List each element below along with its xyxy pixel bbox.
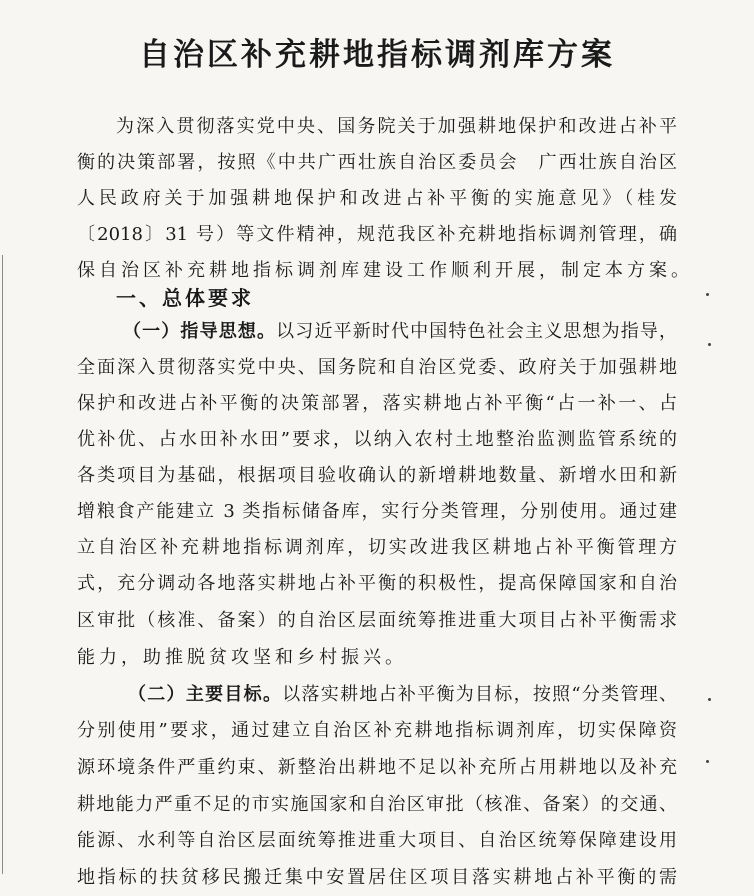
- text-line: 分别使用”要求，通过建立自治区补充耕地指标调剂库，切实保障资: [77, 720, 677, 741]
- text-line: [128, 677, 677, 713]
- text-line: 人民政府关于加强耕地保护和改进占补平衡的实施意见》（桂发: [77, 188, 677, 209]
- section-heading: 一、总体要求: [116, 286, 254, 310]
- text-span: 以习近平新时代中国特色社会主义思想为指导，: [276, 321, 678, 342]
- text-span: 以落实耕地占补平衡为目标，按照“分类管理、: [282, 684, 678, 705]
- scan-speck: [706, 760, 709, 763]
- text-line: 各类项目为基础，根据项目验收确认的新增耕地数量、新增水田和新: [77, 465, 677, 486]
- text-line: 保自治区补充耕地指标调剂库建设工作顺利开展，制定本方案。: [77, 260, 693, 281]
- text-line: 能源、水利等自治区层面统筹推进重大项目、自治区统筹保障建设用: [77, 830, 677, 851]
- text-line: 式，充分调动各地落实耕地占补平衡的积极性，提高保障国家和自治: [77, 573, 677, 594]
- scan-speck: [706, 293, 709, 296]
- text-line: 区审批（核准、备案）的自治区层面统筹推进重大项目占补平衡需求: [77, 610, 677, 631]
- text-line: 增粮食产能建立 3 类指标储备库，实行分类管理，分别使用。通过建: [77, 501, 677, 522]
- text-line: 地指标的扶贫移民搬迁集中安置居住区项目落实耕地占补平衡的需: [77, 867, 677, 888]
- subsection-label: （一）指导思想。: [123, 321, 277, 342]
- text-line: 能力，助推脱贫攻坚和乡村振兴。: [77, 647, 407, 668]
- scan-speck: [708, 698, 711, 701]
- subsection-label: （二）主要目标。: [128, 684, 283, 705]
- text-line: 优补优、占水田补水田”要求，以纳入农村土地整治监测监管系统的: [77, 429, 677, 450]
- text-line: [123, 314, 677, 350]
- text-line: 立自治区补充耕地指标调剂库，切实改进我区耕地占补平衡管理方: [77, 537, 677, 558]
- document-title: 自治区补充耕地指标调剂库方案: [139, 37, 615, 73]
- scan-speck: [708, 343, 711, 346]
- text-line: 为深入贯彻落实党中央、国务院关于加强耕地保护和改进占补平: [116, 116, 677, 137]
- text-line: 耕地能力严重不足的市实施国家和自治区审批（核准、备案）的交通、: [77, 794, 677, 815]
- text-line: 衡的决策部署，按照《中共广西壮族自治区委员会 广西壮族自治区: [77, 152, 677, 173]
- text-line: 〔2018〕31 号）等文件精神，规范我区补充耕地指标调剂管理，确: [77, 224, 677, 245]
- text-line: 保护和改进占补平衡的决策部署，落实耕地占补平衡“占一补一、占: [77, 393, 677, 414]
- text-line: 源环境条件严重约束、新整治出耕地不足以补充所占用耕地以及补充: [77, 757, 677, 778]
- text-line: 全面深入贯彻落实党中央、国务院和自治区党委、政府关于加强耕地: [77, 357, 677, 378]
- scan-edge-line: [2, 255, 3, 874]
